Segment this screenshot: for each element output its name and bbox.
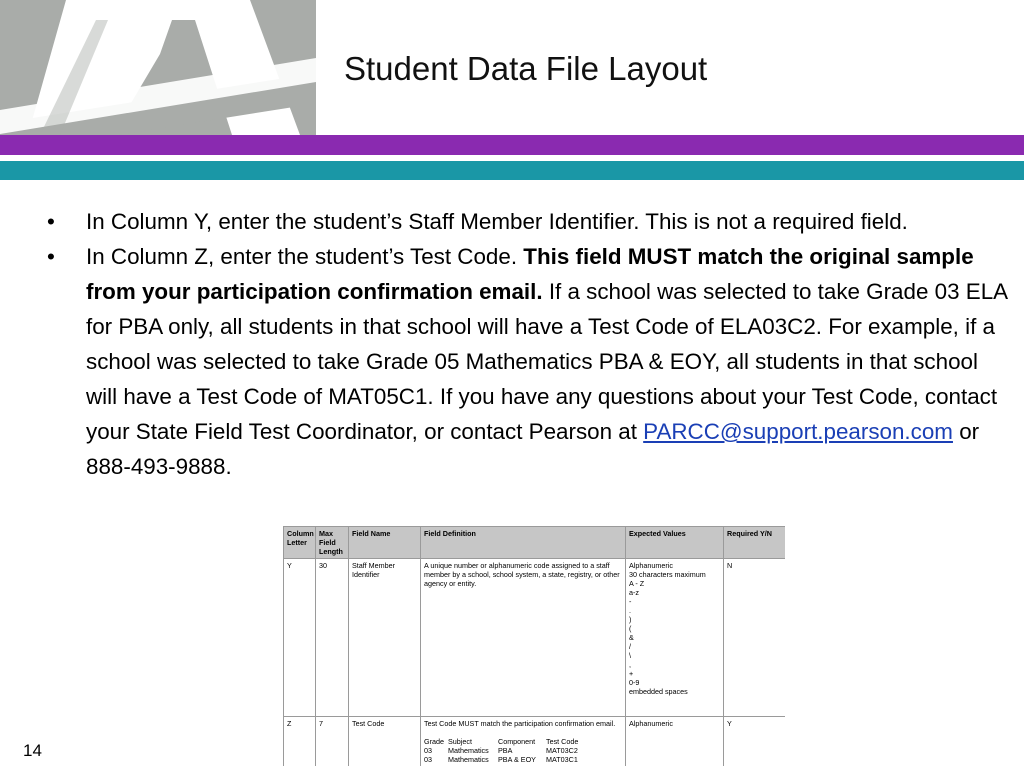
cell-field-name: Test Code	[349, 717, 421, 767]
cell-required: Y	[724, 717, 786, 767]
code-header-row	[424, 737, 622, 746]
cell-length: 30	[316, 559, 349, 717]
expected-value: )	[629, 615, 632, 624]
bullet-text: If a school was selected to take Grade 03 ELA for PBA only, all students in that school will have a Test Code of ELA03C2. For example, if a school was selected to take Grade 05 Mathematics PBA & EOY, all students in that school will have a Test Code of MAT05C1. If you have any questions about your Test Code, contact your State Field Test Coordinator, or contact Pearson at	[86, 279, 1007, 444]
code-header-component: Component	[498, 737, 536, 746]
expected-value: &	[629, 633, 634, 642]
cell-definition	[421, 717, 626, 767]
logo-a-mark	[0, 0, 316, 135]
code-header-grade: Grade	[424, 737, 444, 746]
bullet-text-bold: This field MUST match the original sample from your participation confirmation email.	[86, 244, 974, 304]
page-number: 14	[23, 741, 42, 760]
cell-expected-values	[626, 559, 724, 717]
code-header-test-code: Test Code	[546, 737, 579, 746]
table-header-row	[284, 527, 786, 559]
expected-value: \	[629, 651, 631, 660]
expected-value: +	[629, 669, 634, 678]
code-grade: 03	[424, 746, 432, 755]
code-component: PBA & EOY	[498, 755, 536, 764]
cell-definition: A unique number or alphanumeric code assigned to a staff member by a school, school system, a state, registry, or other agency or entity.	[421, 559, 626, 717]
cell-letter: Z	[284, 717, 316, 767]
code-grade: 03	[424, 755, 432, 764]
code-header-subject: Subject	[448, 737, 472, 746]
code-subject: Mathematics	[448, 755, 489, 764]
cell-length: 7	[316, 717, 349, 767]
header-required: Required Y/N	[724, 527, 786, 559]
expected-value: Alphanumeric	[629, 561, 673, 570]
expected-value: ,	[629, 660, 631, 669]
cell-expected-values: Alphanumeric	[626, 717, 724, 767]
page-title: Student Data File Layout	[344, 50, 708, 87]
code-test-code: MAT03C1	[546, 755, 578, 764]
expected-value: 30 characters maximum	[629, 570, 706, 579]
bullet-text: In Column Z, enter the student’s Test Code.	[86, 244, 524, 269]
code-component: PBA	[498, 746, 513, 755]
code-row	[424, 746, 622, 755]
bullet-text: or 888-493-9888.	[86, 419, 980, 479]
definition-text: Test Code MUST match the participation confirmation email.	[424, 719, 616, 728]
header-band-teal	[0, 161, 1024, 180]
bullet-icon: •	[47, 244, 55, 269]
email-link[interactable]: PARCC@support.pearson.com	[643, 419, 953, 444]
cell-field-name: Staff Member Identifier	[349, 559, 421, 717]
expected-value: a-z	[629, 588, 639, 597]
expected-value: (	[629, 624, 632, 633]
cell-required: N	[724, 559, 786, 717]
expected-value: .	[629, 606, 631, 615]
header-field-definition: Field Definition	[421, 527, 626, 559]
expected-value: 0-9	[629, 678, 640, 687]
expected-value: -	[629, 597, 632, 606]
logo	[0, 0, 316, 135]
header-max-length: Max Field Length	[316, 527, 349, 559]
table-row	[284, 559, 786, 717]
header-field-name: Field Name	[349, 527, 421, 559]
expected-value: /	[629, 642, 631, 651]
bullet-text: In Column Y, enter the student’s Staff Member Identifier. This is not a required field.	[86, 209, 908, 234]
code-subject: Mathematics	[448, 746, 489, 755]
header-expected-values: Expected Values	[626, 527, 724, 559]
code-test-code: MAT03C2	[546, 746, 578, 755]
expected-value: A - Z	[629, 579, 645, 588]
bullet-item	[47, 239, 1007, 484]
cell-letter: Y	[284, 559, 316, 717]
bullet-icon: •	[47, 209, 55, 234]
bullet-list	[47, 204, 1007, 484]
expected-value: embedded spaces	[629, 687, 688, 696]
bullet-item	[47, 204, 1007, 239]
header-band-purple	[0, 135, 1024, 155]
table-row	[284, 717, 786, 767]
field-layout-table	[283, 526, 785, 766]
code-row	[424, 755, 622, 764]
header-column-letter: Column Letter	[284, 527, 316, 559]
